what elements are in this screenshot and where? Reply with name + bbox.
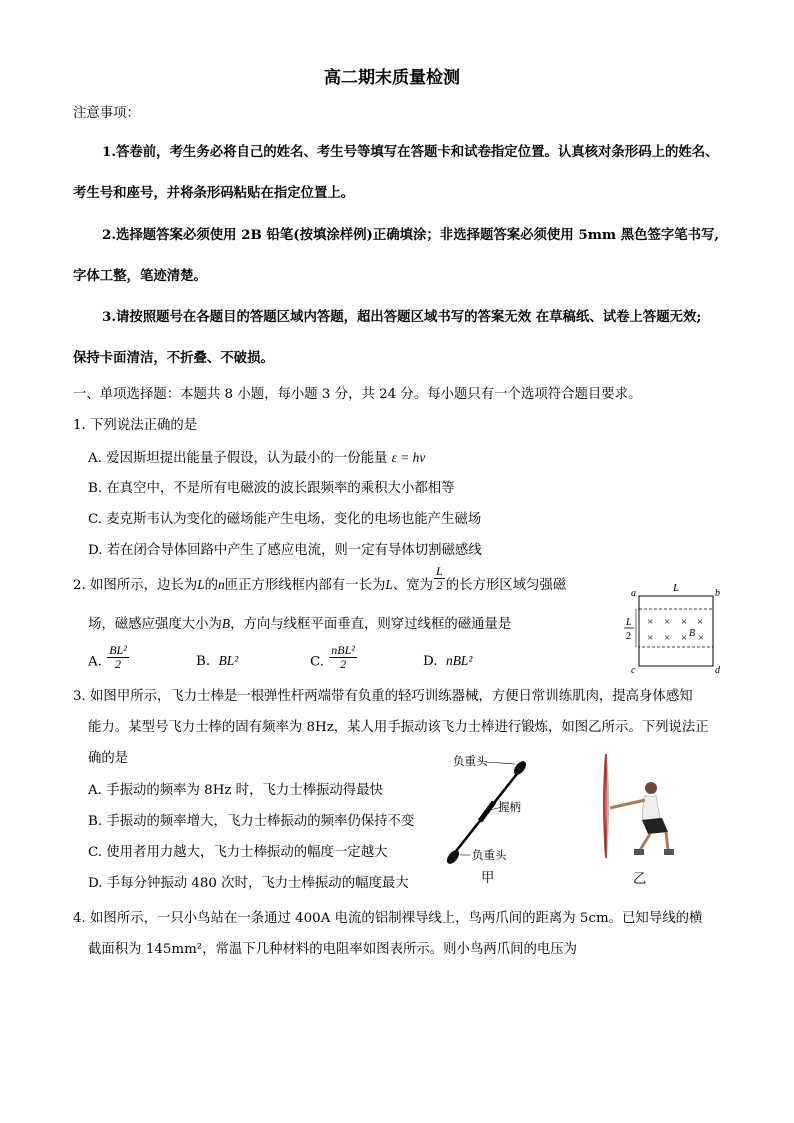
q3-line-1: 3. 如图甲所示，飞力士棒是一根弹性杆两端带有负重的轻巧训练器械，方便日常训练肌肉，提高身体感知 <box>73 689 693 704</box>
person-head <box>645 782 657 794</box>
corner-d: d <box>715 665 720 676</box>
figure-label-yi: 乙 <box>633 872 647 887</box>
q2-option-c-den: 2 <box>340 656 347 671</box>
section-heading: 一、单项选择题：本题共 8 小题，每小题 3 分，共 24 分。每小题只有一个选项符合题目要求。 <box>73 387 642 402</box>
q2-text-c: 匝正方形线框内部有一长为 <box>224 578 386 593</box>
field-x-8: × <box>698 632 705 644</box>
q2-line2-b: ，方向与线框平面垂直，则穿过线框的磁通量是 <box>230 617 512 632</box>
notice-item-2-line-2: 字体工整，笔迹清楚。 <box>73 268 207 284</box>
notice-item-1-line-2: 考生号和座号，并将条形码粘贴在指定位置上。 <box>73 185 355 201</box>
q3-option-a: A. 手振动的频率为 8Hz 时，飞力士棒振动得最快 <box>88 783 383 798</box>
corner-c: c <box>631 665 636 676</box>
field-x-4: × <box>697 616 704 628</box>
q2-var-n: n <box>218 577 225 592</box>
field-x-6: × <box>664 632 671 644</box>
label-weight-head-bottom: 负重头 <box>472 848 507 862</box>
q2-coil-figure <box>618 580 728 680</box>
q2-option-a-den: 2 <box>115 656 121 671</box>
q3-option-c: C. 使用者用力越大，飞力士棒振动的幅度一定越大 <box>88 845 388 860</box>
notice-heading: 注意事项： <box>73 106 140 121</box>
label-pointer-top <box>486 762 515 764</box>
q3-option-b: B. 手振动的频率增大，飞力士棒振动的频率仍保持不变 <box>88 814 415 829</box>
q2-option-b-value: BL² <box>218 653 239 668</box>
notice-item-3-line-2: 保持卡面清洁，不折叠、不破损。 <box>73 350 274 366</box>
q2-text-e: 的长方形区域匀强磁 <box>445 578 567 593</box>
exercise-figure-yi <box>590 748 690 868</box>
q3-line-2: 能力。某型号飞力士棒的固有频率为 8Hz，某人用手振动该飞力士棒进行锻炼，如图乙所示。下列说法正 <box>88 720 709 735</box>
corner-a: a <box>631 588 636 599</box>
q2-stem-line-1 <box>73 564 567 593</box>
q4-line-1: 4. 如图所示，一只小鸟站在一条通过 400A 电流的铝制裸导线上，鸟两爪间的距离为 5cm。已知导线的横 <box>73 911 703 926</box>
q1-option-a <box>88 451 425 465</box>
q2-var-B: B <box>221 616 231 631</box>
q2-line2-a: 场，磁感应强度大小为 <box>88 617 222 632</box>
weight-head-top <box>512 759 529 777</box>
person-shoe-right <box>664 849 674 855</box>
q2-text-b: 的 <box>204 578 219 593</box>
q2-option-c-num: nBL² <box>331 643 355 657</box>
q1-stem: 1. 下列说法正确的是 <box>73 418 198 433</box>
person-shoe-left <box>634 849 644 855</box>
q1-option-c: C. 麦克斯韦认为变化的磁场能产生电场，变化的电场也能产生磁场 <box>88 512 482 527</box>
q2-option-c <box>310 643 358 671</box>
q2-option-a <box>88 643 130 671</box>
q2-text-d: 、宽为 <box>392 578 434 593</box>
person-leg-left <box>640 834 650 850</box>
q1-formula: ε = hν <box>391 450 426 465</box>
q1-option-a-text: A. 爱因斯坦提出能量子假设，认为最小的一份能量 <box>88 451 388 466</box>
q3-line-3: 确的是 <box>88 751 129 766</box>
page-title: 高二期末质量检测 <box>324 68 460 88</box>
label-weight-head-top: 负重头 <box>453 754 488 768</box>
notice-item-1-line-1: 1.答卷前，考生务必将自己的姓名、考生号等填写在答题卡和试卷指定位置。认真核对条形码上的姓名、 <box>102 144 719 160</box>
q2-var-L-2: L <box>385 577 393 592</box>
person-arms <box>610 800 645 808</box>
flexi-bar-figure-jia <box>440 750 560 890</box>
width-label-L: L <box>626 617 632 628</box>
q2-option-b-label: B. <box>196 654 211 669</box>
q2-stem-line-2 <box>88 617 511 631</box>
q1-option-b: B. 在真空中，不是所有电磁波的波长跟频率的乘积大小都相等 <box>88 481 455 496</box>
q2-frac-den: 2 <box>436 578 443 592</box>
q4-line-2: 截面积为 145mm²，常温下几种材料的电阻率如图表所示。则小鸟两爪间的电压为 <box>88 942 578 957</box>
width-label-2: 2 <box>626 631 631 642</box>
field-x-5: × <box>647 632 654 644</box>
field-x-7: × <box>681 632 688 644</box>
q2-option-a-num: BL² <box>109 643 127 657</box>
person-leg-right <box>666 832 668 850</box>
q2-option-a-label: A. <box>88 654 102 670</box>
field-x-2: × <box>664 616 671 628</box>
q2-option-d <box>423 654 472 668</box>
q1-option-d: D. 若在闭合导体回路中产生了感应电流，则一定有导体切割磁感线 <box>88 543 482 558</box>
q2-option-d-label: D. <box>423 654 438 669</box>
q2-text-a: 2. 如图所示，边长为 <box>73 578 198 593</box>
corner-b: b <box>715 588 720 599</box>
person-shorts <box>642 818 668 834</box>
field-x-1: × <box>647 616 654 628</box>
notice-item-2-line-1: 2.选择题答案必须使用 2B 铅笔(按填涂样例)正确填涂；非选择题答案必须使用 5mm 黑色签字笔书写, <box>102 227 720 243</box>
q2-option-c-fraction <box>329 644 357 670</box>
q2-var-L: L <box>197 577 205 592</box>
coil-frame <box>639 596 713 666</box>
q2-option-c-label: C. <box>310 654 325 670</box>
q3-option-d: D. 手每分钟振动 480 次时，飞力士棒振动的幅度最大 <box>88 876 409 891</box>
q2-option-a-fraction <box>107 644 129 670</box>
q2-fraction <box>434 565 445 591</box>
flexi-bar-grip <box>480 802 494 821</box>
q2-option-b <box>196 654 238 668</box>
figure-label-jia: 甲 <box>481 871 495 886</box>
weight-head-bottom <box>445 848 462 866</box>
side-label-L: L <box>673 582 680 594</box>
notice-item-3-line-1: 3.请按照题号在各题目的答题区域内答题，超出答题区域书写的答案无效 在草稿纸、试卷上答题无效; <box>102 309 702 325</box>
label-grip: 握柄 <box>498 800 521 814</box>
q2-option-d-value: nBL² <box>446 653 473 668</box>
field-label-B: B <box>689 628 696 639</box>
q2-frac-num: L <box>436 564 443 579</box>
field-x-3: × <box>681 616 688 628</box>
